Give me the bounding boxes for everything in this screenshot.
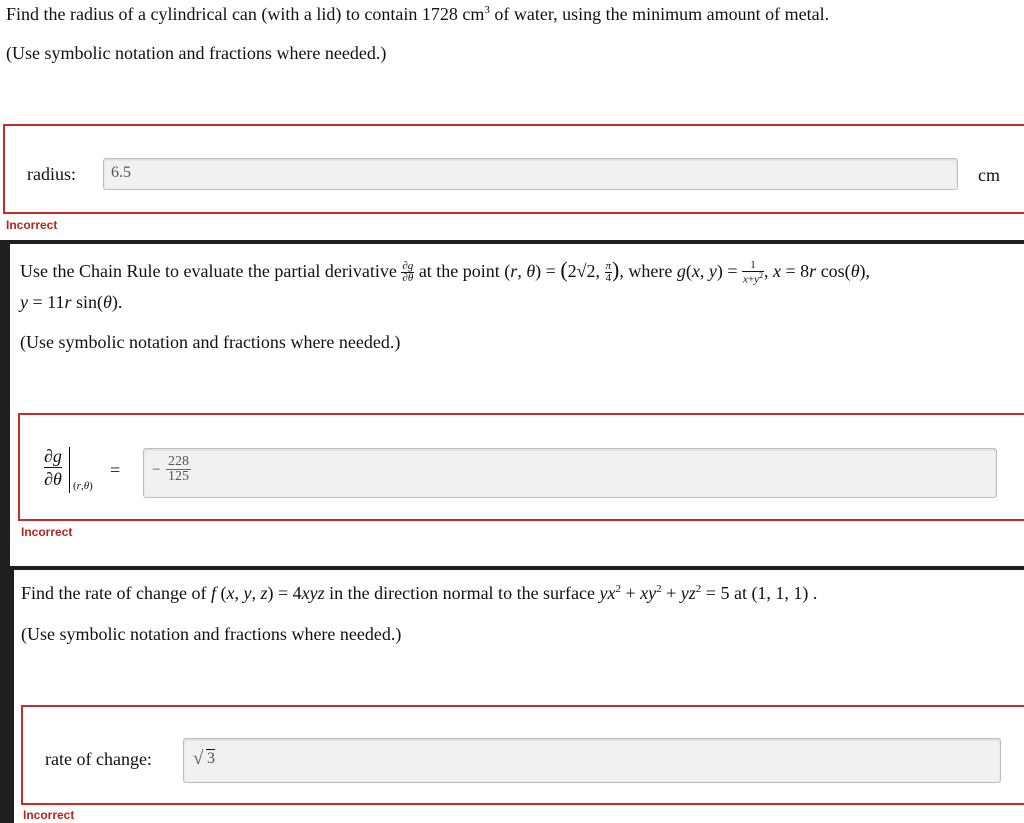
q1-status-incorrect: Incorrect	[6, 218, 58, 232]
q1-radius-value: 6.5	[111, 164, 131, 181]
q2-note: (Use symbolic notation and fractions where needed.)	[20, 332, 401, 352]
q3-rate-label: rate of change:	[45, 749, 152, 769]
q3-status-incorrect: Incorrect	[23, 808, 75, 822]
q3-note: (Use symbolic notation and fractions where needed.)	[21, 624, 402, 644]
section-divider-2	[0, 566, 1024, 570]
q3-value-radicand: 3	[207, 750, 215, 767]
q2-derivative-input[interactable]	[143, 448, 997, 498]
q1-radius-label: radius:	[27, 164, 76, 184]
q2-derivative-label: ∂g ∂θ (r,θ)	[44, 446, 93, 492]
q2-partial-derivative: $\frac{\partial g}{\partial\theta}$	[402, 260, 414, 285]
q2-value-fraction: $\frac{228}{125}$	[168, 454, 189, 484]
section-left-rule	[0, 240, 10, 568]
q3-prompt: Find the rate of change of f (x, y, z) = 4xyz in the direction normal to the surface $yx^2 + xy^2 + yz^2 = 5$ at (1, 1, 1) .	[21, 583, 818, 603]
q3-rate-input[interactable]	[183, 738, 1001, 783]
q1-prompt: Find the radius of a cylindrical can (with a lid) to contain 1728 $cm^3$ of water, using the minimum amount of metal.	[6, 4, 830, 24]
q2-status-incorrect: Incorrect	[21, 525, 73, 539]
q1-radius-input[interactable]	[103, 158, 958, 190]
q2-prompt-line2: y = 11r sin(θ).	[20, 292, 123, 312]
section-divider	[0, 240, 1024, 244]
q1-unit-label: cm	[978, 165, 1000, 185]
q1-note: (Use symbolic notation and fractions where needed.)	[6, 43, 387, 63]
q3-sqrt-symbol: √	[193, 748, 204, 769]
q2-equals: =	[110, 460, 121, 480]
q2-value-sign: −	[152, 462, 161, 478]
section-left-rule-2	[0, 566, 14, 823]
q2-prompt: Use the Chain Rule to evaluate the partial derivative $\frac{\partial g}{\partial\theta}$ at the point (r, θ) = (2√2, $\frac{\pi}{4}$ ), where g(x, y) = $\frac{1}{x+y^2}$ , x = 8r cos(θ),	[20, 257, 871, 286]
